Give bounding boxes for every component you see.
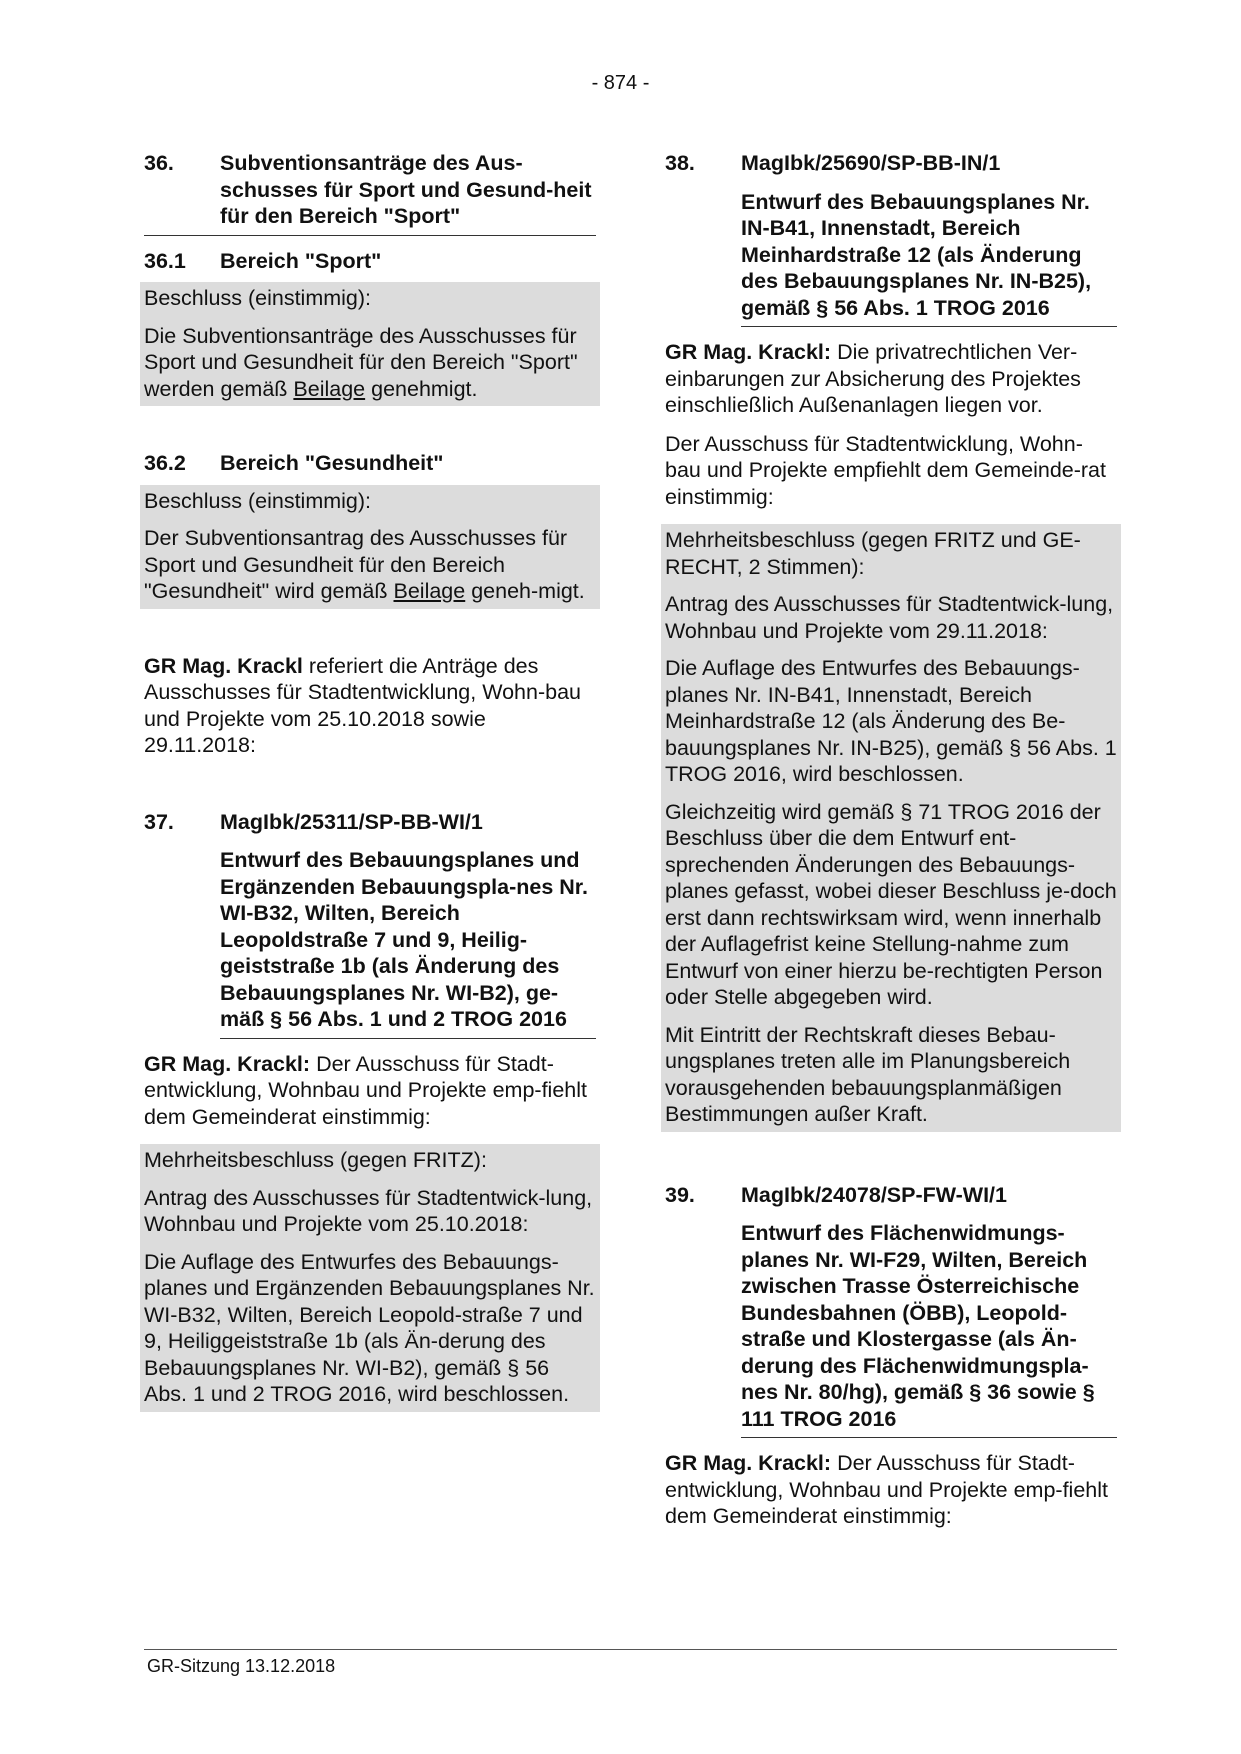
resolution-label: Mehrheitsbeschluss (gegen FRITZ): [144, 1148, 487, 1172]
beilage-link[interactable]: Beilage [293, 376, 366, 401]
speaker-name: GR Mag. Krackl: [665, 340, 832, 364]
item-39-heading [665, 1182, 1117, 1209]
item-36-number: 36. [144, 151, 174, 175]
resolution-paragraph: Antrag des Ausschusses für Stadtentwick-lung, Wohnbau und Projekte vom 29.11.2018: [665, 592, 1114, 643]
item-36-1-heading [144, 248, 596, 275]
item-38-title: Entwurf des Bebauungsplanes Nr. IN-B41, Innenstadt, Bereich Meinhardstraße 12 (als Änderung des Bebauungsplanes Nr. IN-B25), gemäß § 56 Abs. 1 TROG 2016 [741, 189, 1117, 328]
footer-divider [144, 1649, 1117, 1650]
item-36-2-title: Bereich "Gesundheit" [220, 451, 444, 475]
left-column [144, 150, 596, 1412]
resolution-text: Der Subventionsantrag des Ausschusses für Sport und Gesundheit für den Bereich "Gesundheit" wird gemäß Beilage geneh-migt. [144, 526, 585, 603]
item-38-statement: GR Mag. Krackl: Die privatrechtlichen Ver-einbarungen zur Absicherung des Projektes einschließlich Außenanlagen liegen vor. [665, 340, 1081, 417]
item-36-2-heading [144, 450, 596, 477]
resolution-paragraph: Antrag des Ausschusses für Stadtentwick-lung, Wohnbau und Projekte vom 25.10.2018: [144, 1185, 593, 1236]
item-36-1-resolution [140, 282, 600, 406]
item-36-title: Subventionsanträge des Aus-schusses für Sport und Gesund-heit für den Bereich "Sport" [220, 151, 592, 228]
item-38-heading [665, 150, 1117, 177]
item-37-recommendation: GR Mag. Krackl: Der Ausschuss für Stadt-entwicklung, Wohnbau und Projekte emp-fiehlt dem Gemeinderat einstimmig: [144, 1051, 587, 1129]
rapporteur-intro: GR Mag. Krackl referiert die Anträge des Ausschusses für Stadtentwicklung, Wohn-bau und Projekte vom 25.10.2018 sowie 29.11.2018: [144, 653, 582, 757]
resolution-label: Mehrheitsbeschluss (gegen FRITZ und GE-RECHT, 2 Stimmen): [665, 528, 1081, 579]
item-38-reference: MagIbk/25690/SP-BB-IN/1 [741, 151, 1001, 175]
resolution-text: Die Subventionsanträge des Ausschusses für Sport und Gesundheit für den Bereich "Sport" werden gemäß Beilage genehmigt. [144, 323, 578, 401]
item-38-recommendation: Der Ausschuss für Stadtentwicklung, Wohn-bau und Projekte empfiehlt dem Gemeinde-rat einstimmig: [665, 431, 1106, 509]
item-39-recommendation: GR Mag. Krackl: Der Ausschuss für Stadt-entwicklung, Wohnbau und Projekte emp-fiehlt dem Gemeinderat einstimmig: [665, 1451, 1108, 1528]
resolution-label: Beschluss (einstimmig): [144, 286, 371, 310]
item-37-heading [144, 809, 596, 836]
right-column [665, 150, 1117, 1530]
item-36-2-resolution [140, 485, 600, 609]
item-36-1-number: 36.1 [144, 248, 186, 273]
resolution-paragraph: Die Auflage des Entwurfes des Bebauungs-planes und Ergänzenden Bebauungsplanes Nr. WI-B32, Wilten, Bereich Leopold-straße 7 und 9, Heiliggeiststraße 1b (als Än-derung des Bebauungsplanes Nr. WI-B2), gemäß § 56 Abs. 1 und 2 TROG 2016, wird beschlossen. [144, 1249, 595, 1406]
item-36-1-title: Bereich "Sport" [220, 248, 382, 273]
item-38-resolution [661, 524, 1121, 1132]
page-number: - 874 - [591, 72, 650, 94]
resolution-paragraph: Die Auflage des Entwurfes des Bebauungs-planes Nr. IN-B41, Innenstadt, Bereich Meinhardstraße 12 (als Änderung des Be-bauungsplanes Nr. IN-B25), gemäß § 56 Abs. 1 TROG 2016, wird beschlossen. [665, 656, 1117, 786]
speaker-name: GR Mag. Krackl: [144, 1051, 311, 1076]
item-39-reference: MagIbk/24078/SP-FW-WI/1 [741, 1182, 1007, 1207]
resolution-paragraph: Mit Eintritt der Rechtskraft dieses Bebau-ungsplanes treten alle im Planungsbereich vorausgehenden bebauungsplanmäßigen Bestimmungen außer Kraft. [665, 1022, 1071, 1126]
item-37-title: Entwurf des Bebauungsplanes und Ergänzenden Bebauungspla-nes Nr. WI-B32, Wilten, Bereich Leopoldstraße 7 und 9, Heilig-geiststraße 1b (als Änderung des Bebauungsplanes Nr. WI-B2), ge-mäß § 56 Abs. 1 und 2 TROG 2016 [220, 847, 596, 1039]
speaker-name: GR Mag. Krackl: [665, 1451, 832, 1475]
footer-text: GR-Sitzung 13.12.2018 [147, 1656, 336, 1676]
item-38-number: 38. [665, 151, 695, 175]
item-36-heading [144, 150, 596, 236]
item-37-reference: MagIbk/25311/SP-BB-WI/1 [220, 809, 483, 834]
resolution-paragraph: Gleichzeitig wird gemäß § 71 TROG 2016 der Beschluss über die dem Entwurf ent-sprechenden Änderungen des Bebauungs-planes gefasst, wobei dieser Beschluss je-doch erst dann rechtswirksam wird, wenn innerhalb der Auflagefrist keine Stellung-nahme zum Entwurf von einer hierzu be-rechtigten Person oder Stelle abgegeben wird. [665, 799, 1117, 1009]
item-37-resolution [140, 1144, 600, 1412]
item-39-title: Entwurf des Flächenwidmungs-planes Nr. WI-F29, Wilten, Bereich zwischen Trasse Österreichische Bundesbahnen (ÖBB), Leopold-straße und Klostergasse (als Än-derung des Flächenwidmungspla-nes Nr. 80/hg), gemäß § 36 sowie § 111 TROG 2016 [741, 1220, 1117, 1438]
beilage-link[interactable]: Beilage [393, 579, 466, 603]
speaker-name: GR Mag. Krackl [144, 653, 303, 678]
item-37-number: 37. [144, 809, 174, 834]
item-39-number: 39. [665, 1182, 695, 1207]
item-36-2-number: 36.2 [144, 451, 186, 475]
resolution-label: Beschluss (einstimmig): [144, 488, 371, 513]
